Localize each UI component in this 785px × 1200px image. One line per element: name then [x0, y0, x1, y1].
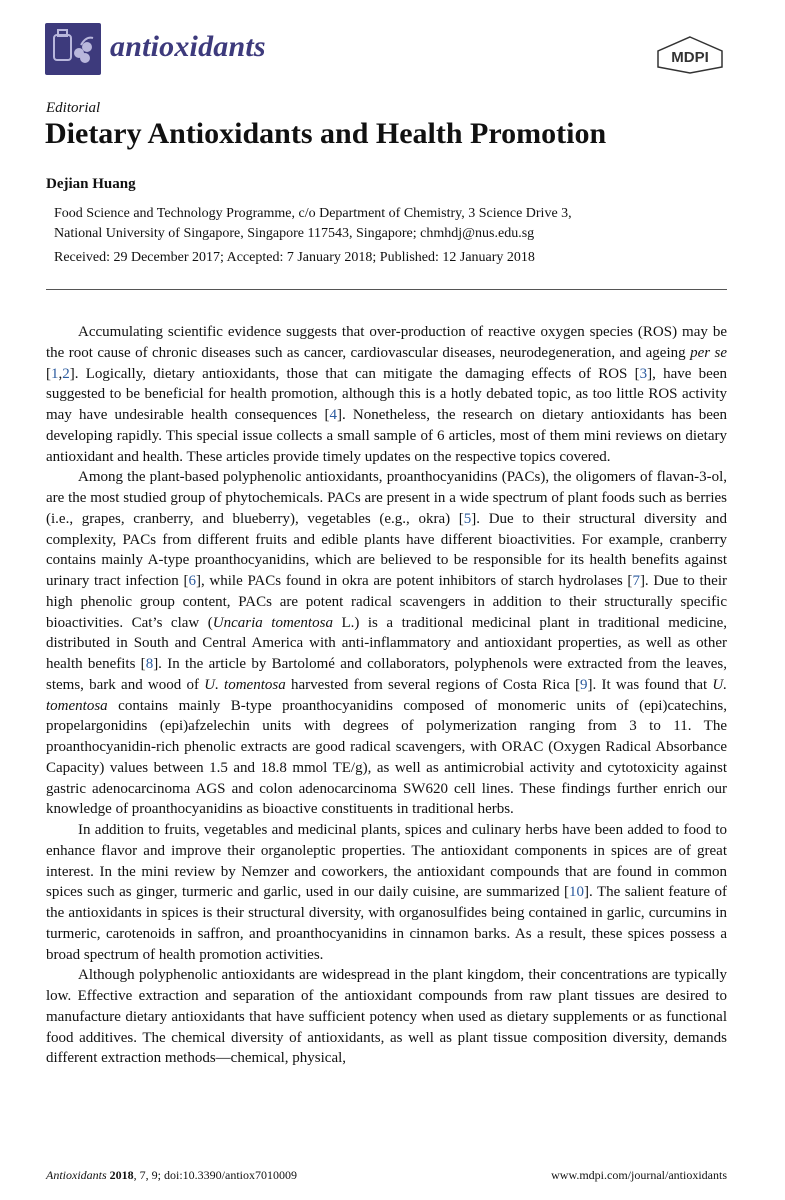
italic-term: U. tomentosa — [204, 676, 286, 693]
body-text: L.) is a traditional medicinal plant in traditional medicine, distributed in South and Central America with anti-inflammatory and antioxidant properties, as well as other health benefits [ — [46, 614, 727, 672]
body-text: [ — [46, 365, 51, 382]
journal-logo-icon — [45, 23, 101, 75]
affiliation-line: Food Science and Technology Programme, c/o Department of Chemistry, 3 Science Drive 3, — [54, 206, 572, 221]
citation-link[interactable]: 4 — [329, 407, 337, 423]
italic-term: U. tomentosa — [46, 676, 727, 714]
body-text: ]. It was found that — [587, 676, 713, 693]
body-text: ]. Due to their high phenolic group content, PACs are potent radical scavengers in addition to their structurally specific bioactivities. Cat’s claw ( — [46, 573, 728, 631]
citation-link[interactable]: 2 — [62, 365, 70, 382]
body-text: , — [58, 365, 63, 382]
body-paragraph — [46, 820, 727, 965]
journal-name: antioxidants — [110, 30, 266, 63]
italic-term: per se — [690, 344, 727, 361]
citation-link[interactable]: 7 — [632, 573, 640, 589]
body-paragraph — [46, 322, 727, 467]
body-text: ], while PACs found in okra are potent inhibitors of starch hydrolases [ — [195, 573, 633, 589]
body-text: ]. The salient feature of the antioxidants in spices is their structural diversity, with organosulfides being contained in garlic, curcumins in turmeric, carotenoids in saffron, and proanthocyanidins in cinnamon barks. As a result, these spices possess a broad spectrum of health promotion activities. — [46, 884, 727, 963]
body-text: Although polyphenolic antioxidants are widespread in the plant kingdom, their concentrations are typically low. Effective extraction and separation of the antioxidant compounds from raw plant tissues are desired to manufacture dietary antioxidants that have sufficient potency when used as dietary supplements or as functional food additives. The chemical diversity of antioxidants, as well as plant tissue composition diversity, demands different extraction methods—chemical, physical, — [46, 967, 727, 1067]
footer-year: 2018 — [109, 1168, 134, 1182]
citation-link[interactable]: 10 — [569, 884, 585, 901]
footer-journal: Antioxidants — [46, 1168, 107, 1182]
body-text: ]. Logically, dietary antioxidants, those that can mitigate the damaging effects of ROS [ — [69, 365, 640, 382]
publication-dates: Received: 29 December 2017; Accepted: 7 January 2018; Published: 12 January 2018 — [54, 250, 535, 265]
citation-link[interactable]: 5 — [463, 510, 472, 527]
body-text: ]. Nonetheless, the research on dietary antioxidants has been developing rapidly. This special issue collects a small sample of 6 articles, most of them mini reviews on dietary antioxidant and health. These articles provide timely updates on the respective topics covered. — [46, 407, 728, 465]
footer-citation: , 7, 9; doi:10.3390/antiox7010009 — [133, 1168, 298, 1182]
header-divider — [46, 289, 727, 290]
citation-link[interactable]: 3 — [639, 365, 648, 382]
body-paragraph — [46, 467, 727, 820]
italic-term: Uncaria tomentosa — [212, 614, 333, 631]
body-text: harvested from several regions of Costa Rica [ — [285, 676, 580, 693]
author-affiliation — [54, 204, 754, 244]
citation-link[interactable]: 8 — [145, 656, 154, 672]
body-text: contains mainly B-type proanthocyanidins composed of monomeric units of (epi)catechins, propelargonidins (epi)afzelechin units with degrees of polymerization ranging from 3 to 11. The proanthocyanidin-rich phenolic extracts are good radical scavengers, with ORAC (Oxygen Radical Absorbance Capacity) values between 1.5 and 18.8 mmol TE/g), as well as antimicrobial activity and cytotoxicity against gastric adenocarcinoma AGS and colon adenocarcinoma SW620 cell lines. These findings further enrich our knowledge of proanthocyanidins as bioactive constituents in traditional herbs. — [46, 697, 727, 818]
mdpi-logo-text: MDPI — [671, 49, 709, 66]
citation-link[interactable]: 6 — [188, 573, 196, 589]
citation-footer — [46, 1168, 297, 1183]
body-text: ]. Due to their structural diversity and complexity, PACs from different fruits and edible plants have different bioactivities. For example, cranberry contains mainly A-type proanthocyanidins, which are believed to be responsible for its health benefits against urinary tract infection [ — [46, 510, 728, 589]
body-text: ], have been suggested to be beneficial for health promotion, although this is a hotly debated topic, as too little ROS activity may have undesirable health consequences [ — [46, 365, 727, 423]
article-title: Dietary Antioxidants and Health Promotion — [45, 117, 607, 150]
citation-link[interactable]: 9 — [580, 676, 588, 693]
citation-link[interactable]: 1 — [51, 365, 59, 382]
journal-url[interactable]: www.mdpi.com/journal/antioxidants — [551, 1168, 727, 1182]
article-type: Editorial — [46, 100, 101, 116]
author-name: Dejian Huang — [46, 176, 136, 192]
body-text: Among the plant-based polyphenolic antioxidants, proanthocyanidins (PACs), the oligomers of flavan-3-ol, are the most studied group of phytochemicals. PACs are present in a wide spectrum of plant foods such as berries (i.e., grapes, cranberry, and blueberry), vegetables (e.g., okra) [ — [46, 469, 727, 527]
article-body — [46, 322, 727, 1069]
body-text: ]. In the article by Bartolomé and collaborators, polyphenols were extracted from the leaves, stems, bark and wood of — [46, 656, 727, 693]
body-text: Accumulating scientific evidence suggests that over-production of reactive oxygen species (ROS) may be the root cause of chronic diseases such as cancer, cardiovascular diseases, neurodegeneration, and ageing — [46, 324, 727, 361]
affiliation-line: National University of Singapore, Singapore 117543, Singapore; chmhdj@nus.edu.sg — [54, 226, 535, 241]
body-paragraph — [46, 965, 727, 1069]
body-text: In addition to fruits, vegetables and medicinal plants, spices and culinary herbs have been added to food to enhance flavor and improve their organoleptic properties. The antioxidant components in spices are of great interest. In the mini review by Nemzer and coworkers, the antioxidant compounds that are found in common spices such as ginger, turmeric and garlic, used in our daily cuisine, are summarized [ — [46, 822, 727, 901]
mdpi-logo — [653, 35, 727, 75]
